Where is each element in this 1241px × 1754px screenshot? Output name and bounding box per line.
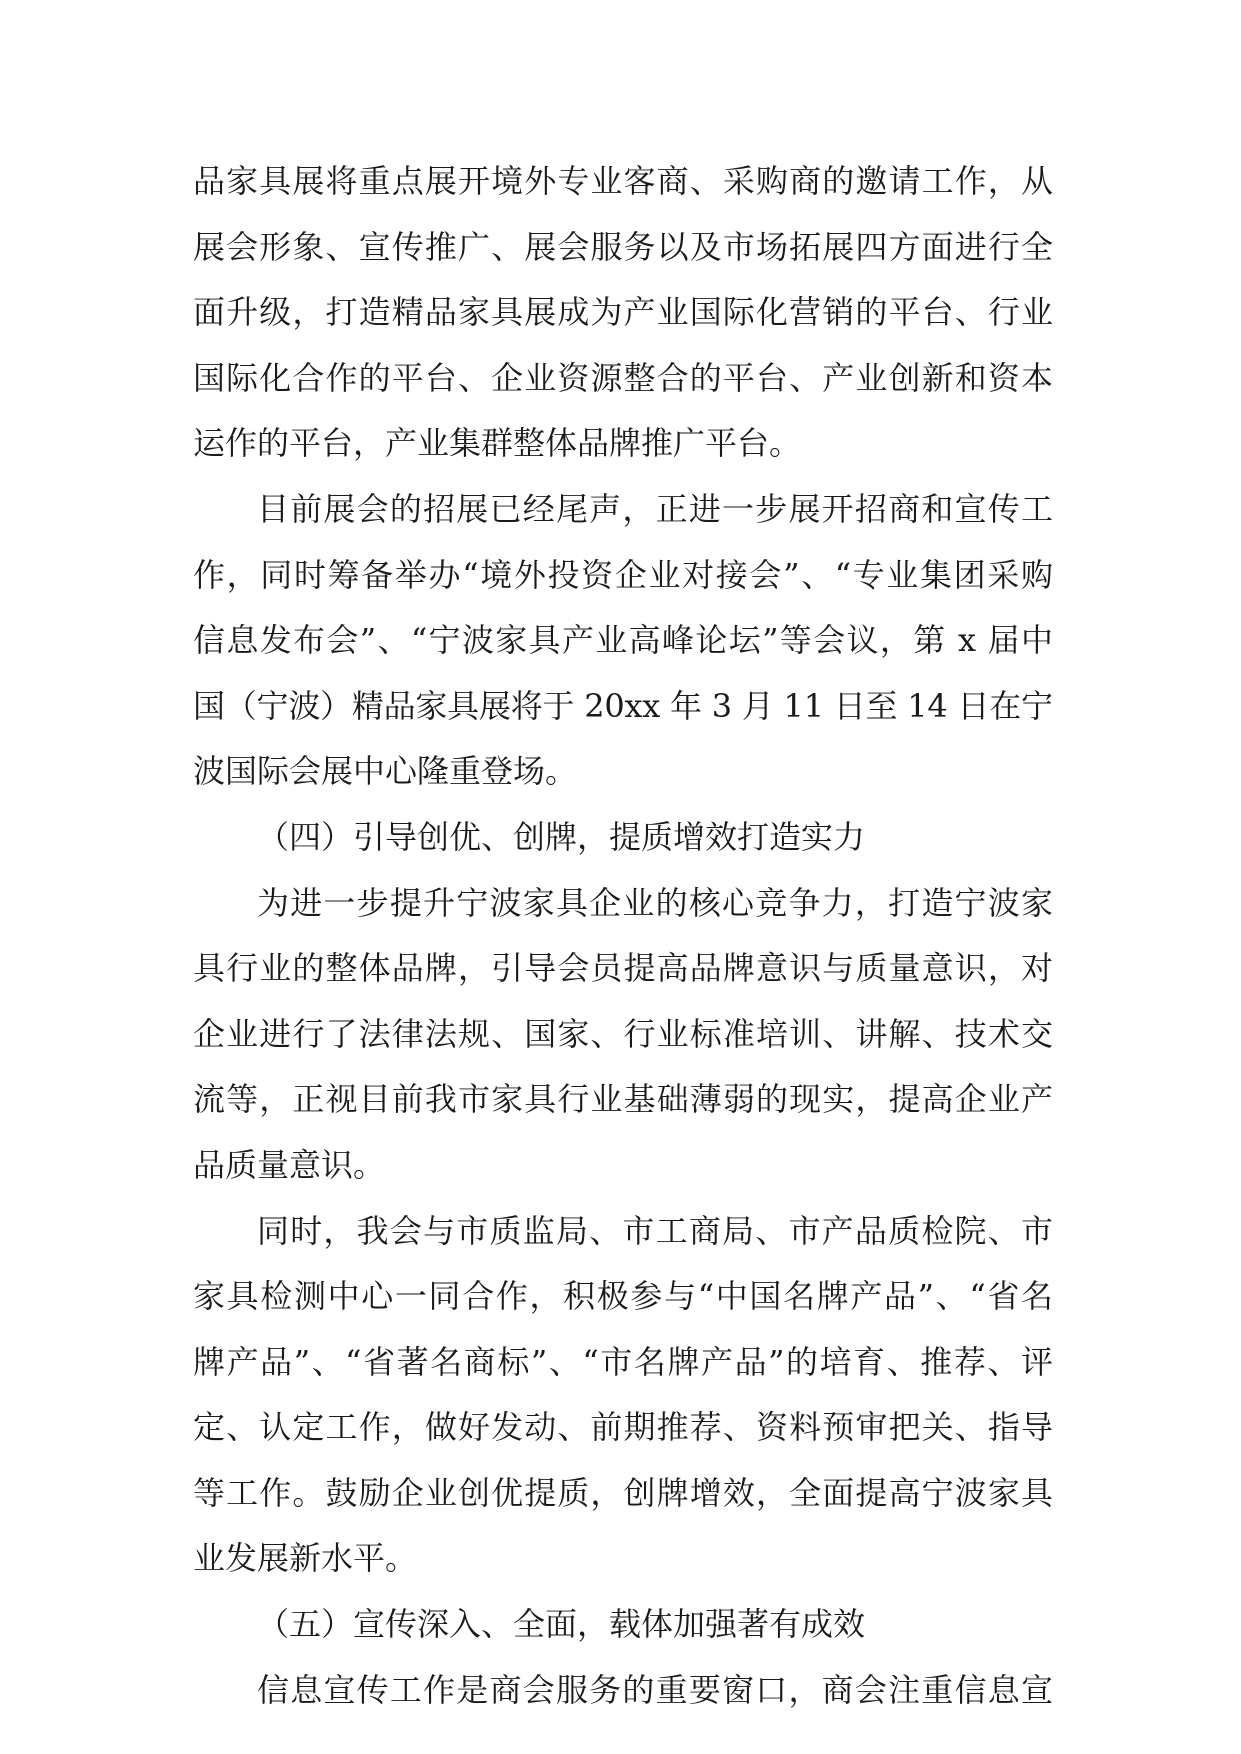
text-line: 运作的平台，产业集群整体品牌推广平台。 [193,424,802,463]
text-line: 家具检测中心一同合作，积极参与“中国名牌产品”、“省名 [193,1277,1053,1316]
document-body [193,149,1053,1723]
text-line: 定、认定工作，做好发动、前期推荐、资料预审把关、指导 [193,1408,1053,1447]
text-line: 品质量意识。 [193,1145,386,1184]
section-heading: （五）宣传深入、全面，载体加强著有成效 [257,1605,866,1644]
section-heading: （四）引导创优、创牌，提质增效打造实力 [257,817,866,856]
text-line: 业发展新水平。 [193,1539,418,1578]
text-line: 展会形象、宣传推广、展会服务以及市场拓展四方面进行全 [193,227,1053,266]
text-line: 同时，我会与市质监局、市工商局、市产品质检院、市 [257,1211,1053,1250]
text-line: 信息发布会”、“宁波家具产业高峰论坛”等会议，第 x 届中 [193,621,1053,660]
text-line: 面升级，打造精品家具展成为产业国际化营销的平台、行业 [193,293,1053,332]
text-line: 作，同时筹备举办“境外投资企业对接会”、“专业集团采购 [193,555,1053,594]
text-line: 具行业的整体品牌，引导会员提高品牌意识与质量意识，对 [193,949,1053,988]
text-line: 牌产品”、“省著名商标”、“市名牌产品”的培育、推荐、评 [193,1342,1053,1381]
text-line: 波国际会展中心隆重登场。 [193,752,578,791]
text-line: 品家具展将重点展开境外专业客商、采购商的邀请工作，从 [193,162,1053,200]
text-line: 国际化合作的平台、企业资源整合的平台、产业创新和资本 [193,358,1053,397]
text-line: 等工作。鼓励企业创优提质，创牌增效，全面提高宁波家具 [193,1473,1053,1512]
text-line: 目前展会的招展已经尾声，正进一步展开招商和宣传工 [257,489,1053,528]
text-line: 信息宣传工作是商会服务的重要窗口，商会注重信息宣 [257,1670,1053,1709]
text-line: 企业进行了法律法规、国家、行业标准培训、讲解、技术交 [193,1014,1053,1053]
text-line: 国（宁波）精品家具展将于 20xx 年 3 月 11 日至 14 日在宁 [193,686,1053,725]
text-line: 为进一步提升宁波家具企业的核心竞争力，打造宁波家 [257,883,1053,922]
text-line: 流等，正视目前我市家具行业基础薄弱的现实，提高企业产 [193,1080,1053,1119]
